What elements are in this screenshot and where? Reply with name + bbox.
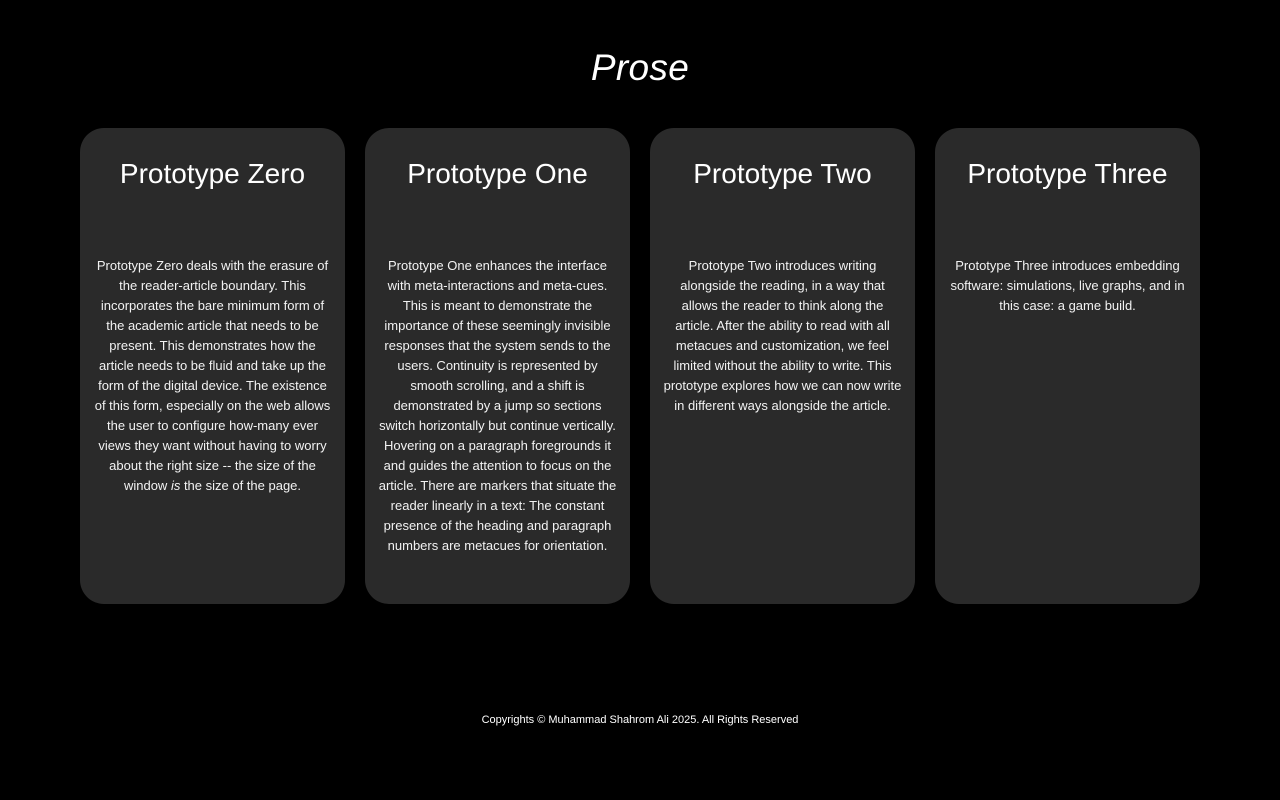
card-description-text-end: the size of the page. bbox=[180, 478, 302, 493]
card-title: Prototype Three bbox=[967, 158, 1168, 189]
footer-copyright: Copyrights © Muhammad Shahrom Ali 2025. All Rights Reserved bbox=[481, 714, 799, 726]
card-prototype-one[interactable] bbox=[365, 128, 630, 604]
card-prototype-two[interactable] bbox=[650, 128, 915, 604]
card-description: Prototype Two introduces writing alongside the reading, in a way that allows the reader to think along the article. After the ability to read with all metacues and customization, we feel limited without the ability to write. This prototype explores how we can now write in different ways alongside the article. bbox=[663, 258, 902, 413]
card-description: Prototype Three introduces embedding software: simulations, live graphs, and in this case: a game build. bbox=[950, 258, 1185, 313]
site-title: Prose bbox=[590, 47, 690, 88]
card-description: Prototype One enhances the interface with meta-interactions and meta-cues. This is meant to demonstrate the importance of these seemingly invisible responses that the system sends to the users. Continuity is represented by smooth scrolling, and a shift is demonstrated by a jump so sections switch horizontally but continue vertically. Hovering on a paragraph foregrounds it and guides the attention to focus on the article. There are markers that situate the reader linearly in a text: The constant presence of the heading and paragraph numbers are metacues for orientation. bbox=[378, 258, 617, 553]
card-title: Prototype Two bbox=[693, 158, 872, 189]
card-description-text: Prototype Zero deals with the erasure of the reader-article boundary. This incorporates the bare minimum form of the academic article that needs to be present. This demonstrates how the article needs to be fluid and take up the form of the digital device. The existence of this form, especially on the web allows the user to configure how-many ever views they want without having to worry about the right size -- the size of the window bbox=[94, 258, 331, 493]
card-title: Prototype Zero bbox=[119, 158, 306, 189]
card-description bbox=[92, 256, 333, 496]
card-title: Prototype One bbox=[407, 158, 588, 189]
card-description-emphasis: is bbox=[170, 478, 181, 493]
card-prototype-three[interactable] bbox=[935, 128, 1200, 604]
prototype-cards bbox=[80, 128, 1200, 604]
card-prototype-zero[interactable] bbox=[80, 128, 345, 604]
